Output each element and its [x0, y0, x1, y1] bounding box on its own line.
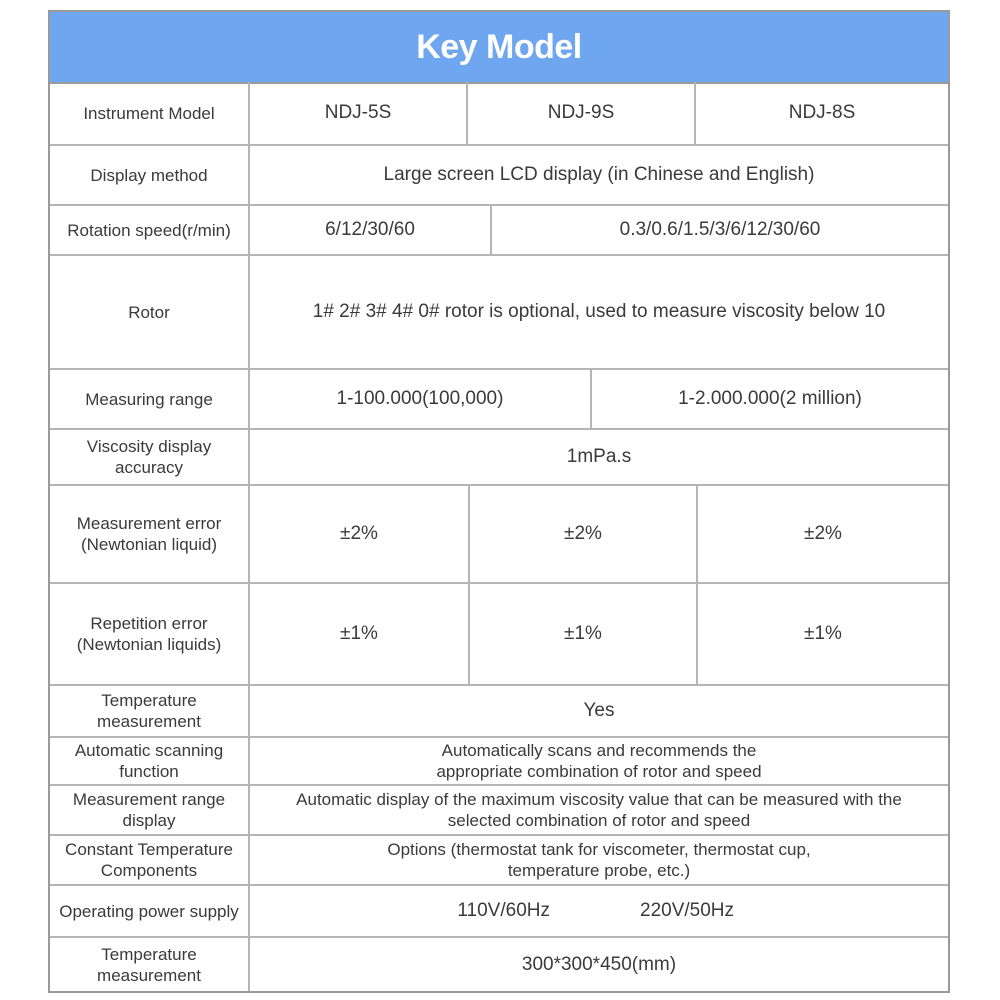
- value-cell: 1-100.000(100,000): [336, 388, 504, 409]
- value-cell: Automatic display of the maximum viscosity value that can be measured with the selected combination of rotor and speed: [296, 790, 902, 830]
- row-label: Constant Temperature Components: [50, 836, 250, 884]
- table-row-dimensions: [50, 938, 948, 991]
- table-row-measurement-range-display: [50, 786, 948, 836]
- table-row-automatic-scanning: [50, 738, 948, 786]
- table-row-repetition-error: [50, 584, 948, 686]
- value-cell: 110V/60Hz: [457, 900, 550, 921]
- value-cell: 220V/50Hz: [640, 900, 735, 921]
- row-label: Measurement error (Newtonian liquid): [50, 486, 250, 582]
- table-row-measuring-range: [50, 370, 948, 430]
- row-label: Operating power supply: [50, 886, 250, 936]
- value-cell: NDJ-5S: [324, 102, 392, 123]
- value-cell: 1mPa.s: [566, 446, 632, 467]
- table-row-display-method: [50, 146, 948, 206]
- value-cell: 0.3/0.6/1.5/3/6/12/30/60: [490, 206, 948, 254]
- table-row-power-supply: [50, 886, 948, 938]
- row-label: Automatic scanning function: [50, 738, 250, 784]
- value-cell: 1-2.000.000(2 million): [590, 370, 948, 428]
- row-label: Repetition error (Newtonian liquids): [50, 584, 250, 684]
- table-row-measurement-error: [50, 486, 948, 584]
- row-label: Viscosity display accuracy: [50, 430, 250, 484]
- row-label: Rotor: [50, 256, 250, 368]
- row-label: Temperature measurement: [50, 686, 250, 736]
- value-cell: ±2%: [696, 486, 948, 582]
- spec-table: [48, 10, 950, 993]
- value-cell: ±1%: [696, 584, 948, 684]
- value-cell: Large screen LCD display (in Chinese and English): [383, 164, 815, 185]
- row-label: Instrument Model: [50, 82, 250, 144]
- row-label: Measuring range: [50, 370, 250, 428]
- table-row-rotor: [50, 256, 948, 370]
- table-row-viscosity-accuracy: [50, 430, 948, 486]
- value-cell: 6/12/30/60: [325, 219, 415, 240]
- value-cell: NDJ-9S: [466, 82, 694, 144]
- value-cell: ±1%: [340, 623, 378, 644]
- value-cell: Automatically scans and recommends the appropriate combination of rotor and speed: [436, 741, 762, 781]
- row-label: Display method: [50, 146, 250, 204]
- value-cell: ±1%: [468, 584, 696, 684]
- table-title: Key Model: [50, 12, 948, 84]
- table-row-temperature-measurement: [50, 686, 948, 738]
- value-cell: 1# 2# 3# 4# 0# rotor is optional, used to measure viscosity below 10: [312, 301, 886, 322]
- table-row-instrument-model: [50, 82, 948, 146]
- value-cell: Yes: [583, 700, 615, 721]
- value-cell: NDJ-8S: [694, 82, 948, 144]
- row-label: Measurement range display: [50, 786, 250, 834]
- table-row-constant-temperature: [50, 836, 948, 886]
- row-label: Rotation speed(r/min): [50, 206, 250, 254]
- value-cell: 300*300*450(mm): [521, 953, 677, 975]
- value-cell: ±2%: [340, 523, 378, 544]
- row-label: Temperature measurement: [50, 938, 250, 991]
- value-cell: ±2%: [468, 486, 696, 582]
- table-row-rotation-speed: [50, 206, 948, 256]
- value-cell: Options (thermostat tank for viscometer, thermostat cup, temperature probe, etc.): [387, 840, 811, 880]
